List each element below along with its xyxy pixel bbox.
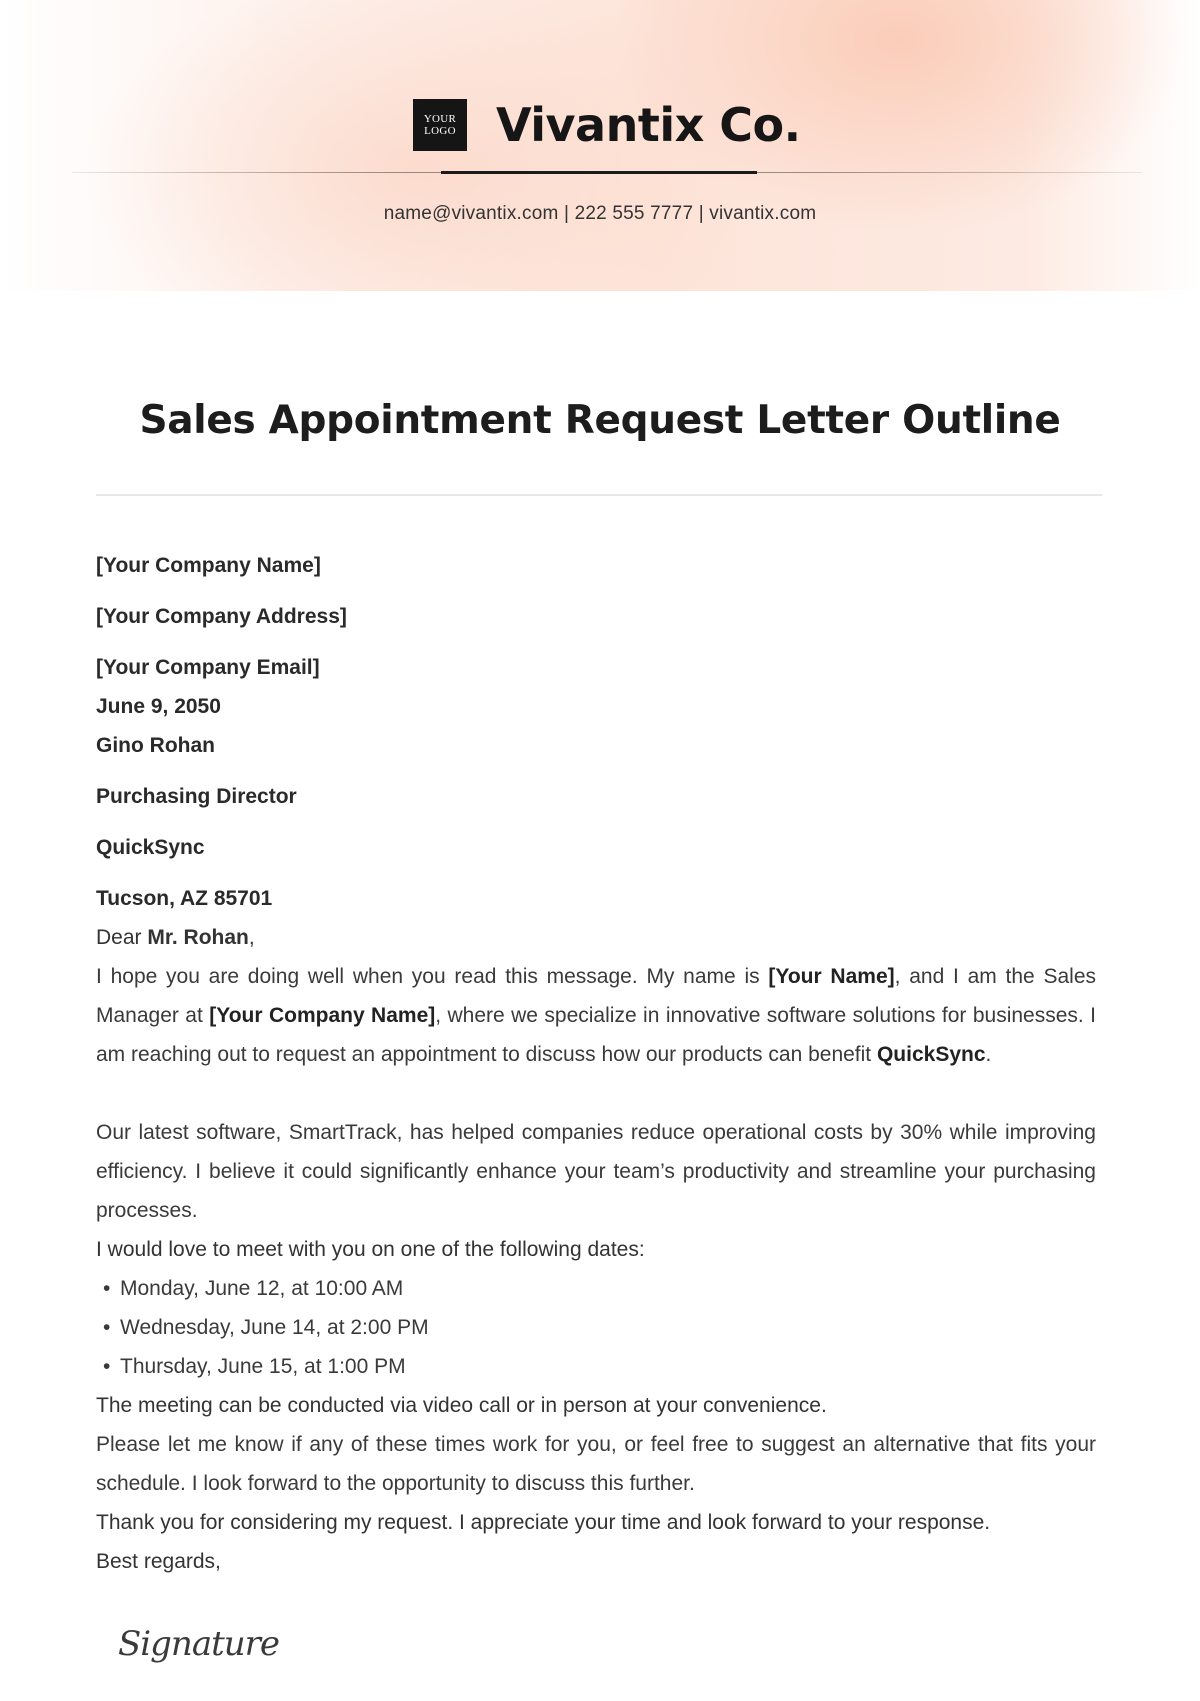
recipient-name: Gino Rohan <box>96 734 215 757</box>
bullet-icon: • <box>103 1355 111 1378</box>
title-divider <box>96 494 1102 496</box>
sender-company-email: [Your Company Email] <box>96 656 320 679</box>
date-option <box>103 1314 1003 1342</box>
sender-company-address: [Your Company Address] <box>96 605 347 628</box>
product-paragraph: Our latest software, SmartTrack, has helped companies reduce operational costs by 30% while improving efficiency. I believe it could significantly enhance your team’s productivity and streamline your purchasing processes. <box>96 1121 1096 1222</box>
dates-intro: I would love to meet with you on one of the following dates: <box>96 1238 645 1261</box>
sender-company-name: [Your Company Name] <box>96 554 321 577</box>
intro-your-name: [Your Name] <box>768 965 895 988</box>
salutation <box>96 924 1096 952</box>
salutation-suffix: , <box>248 926 255 949</box>
contact-line: name@vivantix.com | 222 555 7777 | vivantix.com <box>383 203 817 224</box>
intro-text-3: , where we specialize in innovative software solutions for businesses. I am reaching out to request an appointment to discuss how our products can benefit <box>96 1004 1096 1066</box>
bullet-icon: • <box>103 1277 111 1300</box>
recipient-company: QuickSync <box>96 836 205 859</box>
meeting-format: The meeting can be conducted via video call or in person at your convenience. <box>96 1394 827 1417</box>
logo-line-2: LOGO <box>424 125 456 137</box>
document-title: Sales Appointment Request Letter Outline <box>139 398 1061 443</box>
intro-paragraph <box>96 957 1096 1074</box>
intro-text-1: I hope you are doing well when you read this message. My name is <box>96 965 769 988</box>
thanks-line: Thank you for considering my request. I appreciate your time and look forward to your response. <box>96 1511 991 1534</box>
date-option-text: Thursday, June 15, at 1:00 PM <box>120 1355 406 1378</box>
logo-line-1: YOUR <box>423 113 457 125</box>
date-option <box>103 1353 1003 1381</box>
logo-placeholder <box>413 99 467 151</box>
recipient-location: Tucson, AZ 85701 <box>96 887 273 910</box>
date-option <box>103 1275 1003 1303</box>
intro-company-name: [Your Company Name] <box>209 1004 436 1027</box>
signature: Signature <box>118 1624 280 1664</box>
salutation-name: Mr. Rohan <box>147 926 249 949</box>
salutation-prefix: Dear <box>96 926 148 949</box>
date-option-text: Monday, June 12, at 10:00 AM <box>120 1277 404 1300</box>
intro-text-2: , and I am the Sales Manager at <box>96 965 1097 1027</box>
letterhead <box>0 0 1200 291</box>
bullet-icon: • <box>103 1316 111 1339</box>
recipient-title: Purchasing Director <box>96 785 297 808</box>
company-name: Vivantix Co. <box>496 98 801 152</box>
letter-date: June 9, 2050 <box>96 695 221 718</box>
header-accent-rule <box>441 171 757 174</box>
date-option-text: Wednesday, June 14, at 2:00 PM <box>120 1316 429 1339</box>
follow-up-paragraph: Please let me know if any of these times work for you, or feel free to suggest an alternative that fits your schedule. I look forward to the opportunity to discuss this further. <box>96 1433 1096 1495</box>
intro-text-4: . <box>985 1043 992 1066</box>
intro-recipient-company: QuickSync <box>876 1043 986 1066</box>
closing: Best regards, <box>96 1550 221 1573</box>
